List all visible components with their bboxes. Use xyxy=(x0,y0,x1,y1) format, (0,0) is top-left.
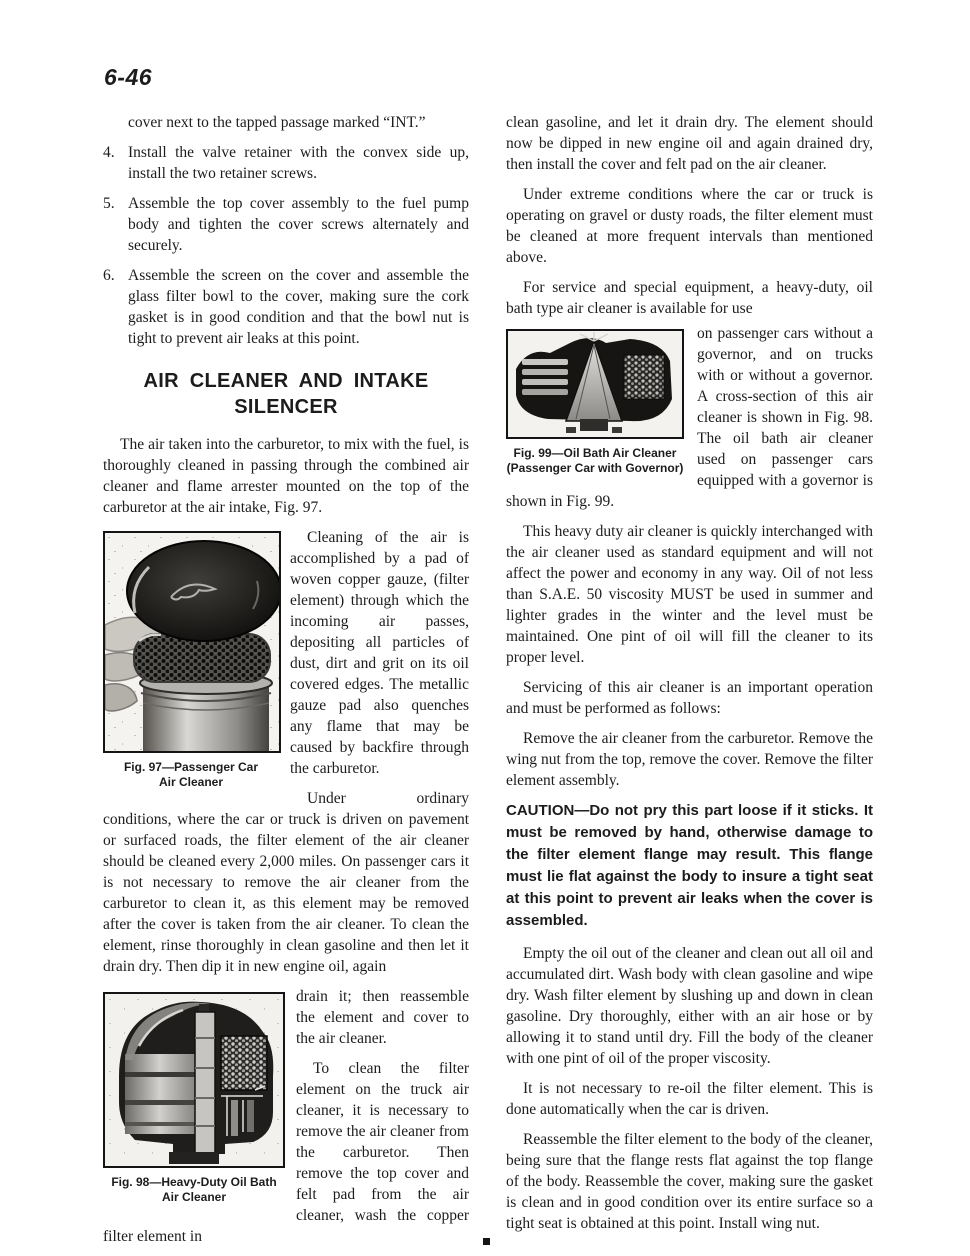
list-item-number: 6. xyxy=(103,267,115,284)
list-item-text: Assemble the top cover assembly to the fuel pump body and tighten the cover screws alternately and securely. xyxy=(128,195,469,254)
paragraph: Under extreme conditions where the car or truck is operating on gravel or dusty roads, the filter element must be cleaned at more frequent intervals than mentioned above. xyxy=(506,186,873,266)
paragraph: The air taken into the carburetor, to mix with the fuel, is thoroughly cleaned in passing through the combined air cleaner and flame arrester mounted on the top of the carburetor at the air intake, Fig. 97. xyxy=(103,436,469,516)
list-item-text: Assemble the screen on the cover and assemble the glass filter bowl to the cover, making sure the cork gasket is in good condition and that the bowl nut is tight to prevent air leaks at this point. xyxy=(128,267,469,347)
paragraph: clean gasoline, and let it drain dry. The element should now be dipped in new engine oil and again drained dry, then install the cover and felt pad on the air cleaner. xyxy=(506,114,873,173)
paragraph: Empty the oil out of the cleaner and clean out all oil and accumulated dirt. Wash body with clean gasoline and wipe dry. Wash filter element by slushing up and down in clean gasoline. Dry thoroughly, either with an air hose or by allowing it to stand until dry. Fill the body of the cleaner with one pint of oil of the proper viscosity. xyxy=(506,945,873,1067)
figure-97 xyxy=(103,531,279,790)
paragraph: Remove the air cleaner from the carburetor. Remove the wing nut from the top, remove the cover. Remove the filter element assembly. xyxy=(506,730,873,789)
paragraph: This heavy duty air cleaner is quickly interchanged with the air cleaner used as standard equipment and will not affect the power and economy in any way. Oil of not less than S.A.E. 50 viscosity MUST be used in summer and lighter grades in the winter and the level must be maintained. One pint of oil will fill the cleaner to its proper level. xyxy=(506,523,873,666)
page-number: 6-46 xyxy=(104,64,153,90)
page-columns xyxy=(103,112,873,1256)
paragraph: Cleaning of the air is accomplished by a pad of woven copper gauze, (filter element) through which the incoming air passes, depositing all particles of dust, dirt and grit on its oil covered edges. The metallic gauze pad also quenches any flame that may be caused by backfire through the carburetor. xyxy=(290,529,469,777)
right-column xyxy=(506,112,873,1256)
caution-paragraph: CAUTION—Do not pry this part loose if it sticks. It must be removed by hand, otherwise damage to the filter element flange may result. This flange must lie flat against the body to insure a tight seat at this point to prevent air leaks when the cover is assembled. xyxy=(506,802,873,929)
list-item-6 xyxy=(103,265,469,349)
paragraph: drain it; then reassemble the element and cover to the air cleaner. xyxy=(296,988,469,1047)
figure-98 xyxy=(103,992,285,1205)
paragraph: Servicing of this air cleaner is an important operation and must be performed as follows: xyxy=(506,679,873,717)
list-item-number: 5. xyxy=(103,195,115,212)
paragraph: on passenger cars without a governor, and on trucks with or without a governor. A cross-section of this air cleaner is shown in Fig. 98. The oil bath air cleaner used on passenger cars equipped with a governor is shown in Fig. 99. xyxy=(506,325,873,510)
figure-99 xyxy=(506,329,684,476)
paragraph: Under ordinary conditions, where the car or truck is driven on pavement or surfaced roads, the filter element of the air cleaner should be cleaned every 2,000 miles. On passenger cars it is not necessary to remove the air cleaner from the carburetor to clean it, as this element may be removed after the cover is taken from the air cleaner. To clean the element, rinse thoroughly in clean gasoline and then let it drain dry. Then dip it in new engine oil, again xyxy=(103,790,469,975)
page-bottom-mark xyxy=(483,1238,490,1245)
list-item-text: Install the valve retainer with the convex side up, install the two retainer screws. xyxy=(128,144,469,182)
paragraph: It is not necessary to re-oil the filter element. This is done automatically when the car is driven. xyxy=(506,1080,873,1118)
continuation-paragraph: cover next to the tapped passage marked “INT.” xyxy=(128,114,426,131)
paragraph: For service and special equipment, a heavy-duty, oil bath type air cleaner is available for use xyxy=(506,279,873,317)
list-item-4 xyxy=(103,142,469,184)
figure-98-caption: Fig. 98—Heavy-Duty Oil Bath Air Cleaner xyxy=(111,1175,277,1204)
fig-97-photo xyxy=(103,531,281,753)
figure-97-caption: Fig. 97—Passenger Car Air Cleaner xyxy=(123,760,259,789)
fig-98-photo xyxy=(103,992,285,1168)
paragraph: To clean the filter element on the truck air cleaner, it is necessary to remove the air cleaner from the carburetor. Then remove the top cover and felt pad from the air cleaner, wash the copper filter element in xyxy=(103,1060,469,1245)
section-heading: AIR CLEANER AND INTAKE SILENCER xyxy=(143,370,429,418)
left-column xyxy=(103,112,469,1256)
list-item-5 xyxy=(103,193,469,256)
paragraph: Reassemble the filter element to the body of the cleaner, being sure that the flange rests flat against the top flange of the body. Reassemble the cover, making sure the gasket is clean and in good condition over its entire surface so a tight seat is obtained at this point. Install wing nut. xyxy=(506,1131,873,1232)
list-item-number: 4. xyxy=(103,144,115,161)
fig-99-photo xyxy=(506,329,684,439)
figure-99-caption: Fig. 99—Oil Bath Air Cleaner (Passenger Car with Governor) xyxy=(506,446,684,475)
